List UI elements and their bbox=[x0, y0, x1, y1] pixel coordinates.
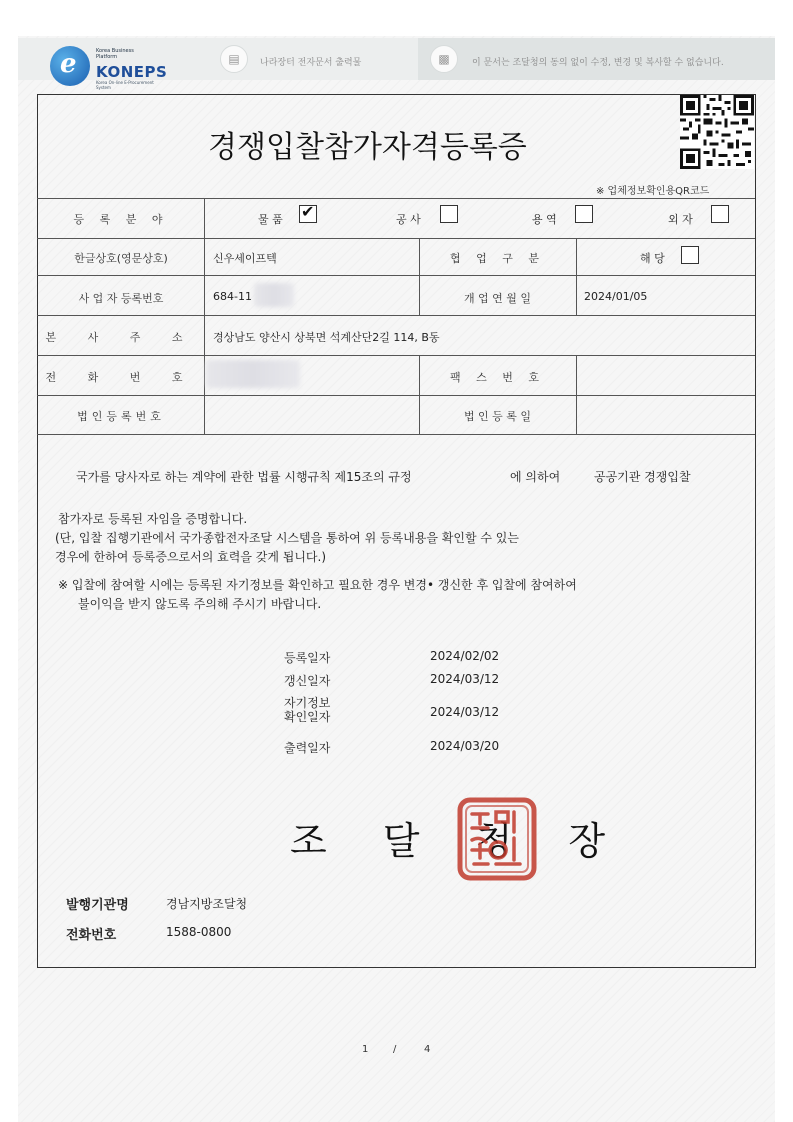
redacted-phone bbox=[206, 360, 300, 388]
reg-option-foreign-checkbox[interactable] bbox=[711, 205, 729, 223]
logo-name: KONEPS bbox=[96, 63, 168, 81]
issuer-phone-value: 1588-0800 bbox=[166, 925, 232, 939]
logo-small-text: Korea Business Platform bbox=[96, 48, 134, 60]
phone-label: 전 화 번 호 bbox=[45, 371, 197, 384]
coop-option-label: 해 당 bbox=[640, 252, 665, 265]
coop-option-checkbox[interactable] bbox=[681, 246, 699, 264]
table-border bbox=[37, 238, 755, 239]
table-border bbox=[37, 434, 755, 435]
reg-option-construction-label: 공 사 bbox=[396, 213, 421, 226]
table-border bbox=[576, 238, 577, 275]
selfinfo-date-label: 자기정보 확인일자 bbox=[284, 696, 331, 724]
reg-option-service-checkbox[interactable] bbox=[575, 205, 593, 223]
official-seal-icon bbox=[456, 796, 538, 882]
certificate-title: 경쟁입찰참가자격등록증 bbox=[208, 130, 527, 165]
statement-line2: 참가자로 등록된 자임을 증명합니다. bbox=[58, 512, 248, 526]
page-separator: / bbox=[393, 1044, 397, 1055]
check-icon: ✔ bbox=[301, 202, 315, 221]
table-border bbox=[576, 355, 577, 434]
renew-date-value: 2024/03/12 bbox=[430, 672, 500, 686]
open-date-value: 2024/01/05 bbox=[584, 290, 648, 303]
open-date-label: 개 업 연 월 일 bbox=[463, 292, 532, 305]
reg-option-foreign-label: 외 자 bbox=[668, 213, 693, 226]
document-print-icon: ▤ bbox=[220, 45, 248, 73]
qr-code-icon bbox=[680, 95, 754, 169]
statement-line3: (단, 입찰 집행기관에서 국가종합전자조달 시스템을 통하여 위 등록내용을 확인할 수 있는 bbox=[55, 531, 519, 545]
statement-line4: 경우에 한하여 등록증으로서의 효력을 갖게 됩니다.) bbox=[55, 550, 327, 564]
statement-line1b: 에 의하여 bbox=[510, 470, 561, 484]
corp-date-label: 법 인 등 록 일 bbox=[463, 410, 532, 423]
reg-option-service-label: 용 역 bbox=[532, 213, 557, 226]
logo-sub-text: Korea On-line E-Procurement System bbox=[96, 80, 154, 90]
reg-option-goods-label: 물 품 bbox=[258, 213, 283, 226]
copy-warning-label: 이 문서는 조달청의 동의 없이 수정, 변경 및 복사할 수 없습니다. bbox=[472, 58, 724, 68]
print-date-label: 출력일자 bbox=[284, 741, 331, 755]
reg-option-construction-checkbox[interactable] bbox=[440, 205, 458, 223]
selfinfo-date-value: 2024/03/12 bbox=[430, 705, 500, 719]
company-name-label: 한글상호(영문상호) bbox=[74, 252, 168, 265]
redacted-biz-no bbox=[254, 283, 294, 307]
fax-label: 팩 스 번 호 bbox=[450, 371, 545, 384]
statement-note1: ※ 입찰에 참여할 시에는 등록된 자기정보를 확인하고 필요한 경우 변경• 갱신한 후 입찰에 참여하여 bbox=[58, 578, 577, 592]
issuer-phone-label: 전화번호 bbox=[66, 928, 117, 943]
address-label: 본 사 주 소 bbox=[45, 331, 197, 344]
table-border bbox=[37, 198, 755, 199]
renew-date-label: 갱신일자 bbox=[284, 674, 331, 688]
koneps-logo-icon: e bbox=[50, 46, 90, 86]
biz-no-label: 사 업 자 등록번호 bbox=[78, 292, 164, 305]
reg-date-value: 2024/02/02 bbox=[430, 649, 500, 663]
statement-line1a: 국가를 당사자로 하는 계약에 관한 법률 시행규칙 제15조의 규정 bbox=[76, 470, 412, 484]
table-border bbox=[37, 355, 755, 356]
corp-no-label: 법인등록번호 bbox=[77, 410, 165, 423]
issuer-org-label: 발행기관명 bbox=[66, 898, 129, 913]
page-current: 1 bbox=[362, 1044, 369, 1055]
coop-label: 협 업 구 분 bbox=[450, 252, 545, 265]
table-border bbox=[37, 315, 755, 316]
issuer-name: 조 달 청 장 bbox=[290, 819, 628, 863]
reg-option-goods-checkbox[interactable] bbox=[299, 202, 317, 223]
table-border bbox=[204, 198, 205, 434]
table-border bbox=[37, 275, 755, 276]
reg-field-label: 등 록 분 야 bbox=[73, 213, 169, 226]
table-border bbox=[576, 275, 577, 315]
address-value: 경상남도 양산시 상북면 석계산단2길 114, B동 bbox=[213, 331, 440, 344]
company-name-value: 신우세이프텍 bbox=[213, 252, 277, 265]
print-label: 나라장터 전자문서 출력물 bbox=[260, 58, 362, 68]
print-date-value: 2024/03/20 bbox=[430, 739, 500, 753]
statement-line1c: 공공기관 경쟁입찰 bbox=[594, 470, 691, 484]
qr-note: ※ 업체정보확인용QR코드 bbox=[596, 186, 710, 197]
issuer-org-value: 경남지방조달청 bbox=[166, 897, 248, 911]
table-border bbox=[37, 395, 755, 396]
printer-icon: ▩ bbox=[430, 45, 458, 73]
reg-date-label: 등록일자 bbox=[284, 651, 331, 665]
biz-no-value: 684-11 bbox=[213, 290, 252, 303]
statement-note2: 불이익을 받지 않도록 주의해 주시기 바랍니다. bbox=[78, 597, 322, 611]
page-total: 4 bbox=[424, 1044, 431, 1055]
koneps-logo bbox=[50, 46, 168, 90]
